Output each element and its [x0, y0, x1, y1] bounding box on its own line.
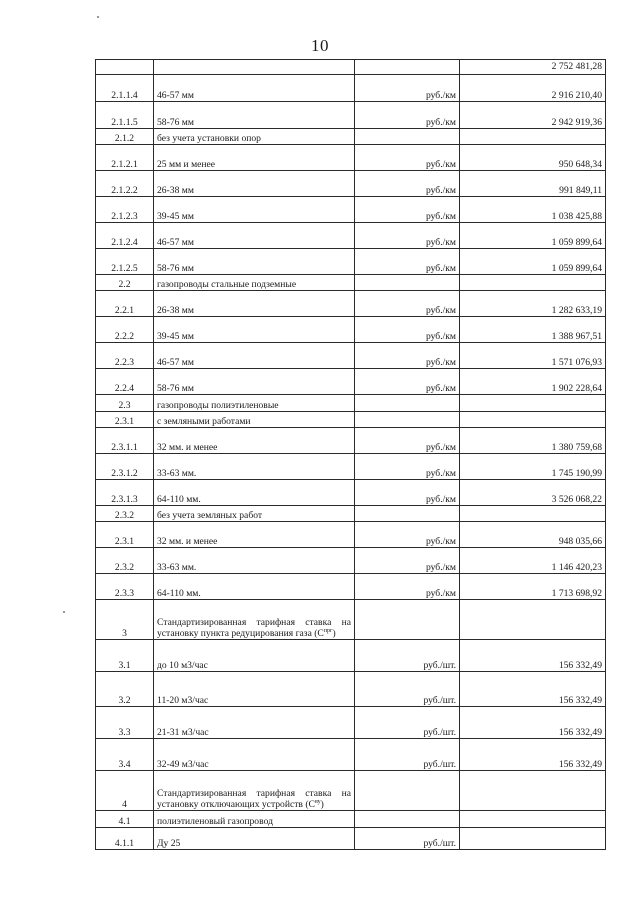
row-value: 3 526 068,22 [460, 480, 606, 506]
row-unit: руб./км [355, 145, 460, 171]
row-unit: руб./км [355, 454, 460, 480]
row-number: 4 [96, 771, 154, 811]
row-number: 2.1.2.5 [96, 249, 154, 275]
row-unit [355, 412, 460, 428]
row-unit: руб./км [355, 548, 460, 574]
row-unit: руб./шт. [355, 672, 460, 707]
row-number: 2.3.1.1 [96, 428, 154, 454]
row-unit [355, 771, 460, 811]
row-value [460, 412, 606, 428]
row-name: 26-38 мм [154, 171, 355, 197]
row-name-superscript: ву [314, 798, 321, 805]
row-value: 1 745 190,99 [460, 454, 606, 480]
row-number: 2.3.2 [96, 506, 154, 522]
table-row [96, 60, 606, 75]
row-number: 2.3.1.3 [96, 480, 154, 506]
row-number: 2.2.1 [96, 291, 154, 317]
table-row [96, 640, 606, 672]
row-value: 1 146 420,23 [460, 548, 606, 574]
row-value: 1 571 076,93 [460, 343, 606, 369]
row-name: 25 мм и менее [154, 145, 355, 171]
scan-speck [63, 611, 65, 613]
row-unit: руб./км [355, 343, 460, 369]
row-number: 2.1.2.1 [96, 145, 154, 171]
row-number: 2.1.1.5 [96, 102, 154, 129]
row-number [96, 60, 154, 75]
row-unit: руб./шт. [355, 640, 460, 672]
row-name-tail: ) [332, 628, 336, 639]
table-row [96, 102, 606, 129]
table-row [96, 506, 606, 522]
table-row [96, 249, 606, 275]
row-name: полиэтиленовый газопровод [154, 811, 355, 828]
table-row [96, 480, 606, 506]
table-row [96, 739, 606, 771]
row-unit: руб./км [355, 522, 460, 548]
row-number: 4.1 [96, 811, 154, 828]
row-unit: руб./км [355, 317, 460, 343]
row-name [154, 600, 355, 640]
row-unit [355, 275, 460, 291]
row-value: 2 752 481,28 [460, 60, 606, 75]
row-unit [355, 129, 460, 145]
row-name: 64-110 мм. [154, 480, 355, 506]
row-number: 2.2.3 [96, 343, 154, 369]
row-name: 64-110 мм. [154, 574, 355, 600]
row-unit: руб./км [355, 102, 460, 129]
row-value: 1 713 698,92 [460, 574, 606, 600]
table-row [96, 75, 606, 102]
row-number: 2.1.1.4 [96, 75, 154, 102]
row-name [154, 60, 355, 75]
row-number: 3.3 [96, 707, 154, 739]
row-name: 46-57 мм [154, 223, 355, 249]
row-number: 3.2 [96, 672, 154, 707]
row-value: 1 380 759,68 [460, 428, 606, 454]
row-value: 991 849,11 [460, 171, 606, 197]
row-value: 156 332,49 [460, 739, 606, 771]
row-unit [355, 600, 460, 640]
row-name: 58-76 мм [154, 249, 355, 275]
row-name: 32-49 м3/час [154, 739, 355, 771]
row-name: 33-63 мм. [154, 454, 355, 480]
table-row [96, 171, 606, 197]
row-name: 46-57 мм [154, 75, 355, 102]
row-value [460, 811, 606, 828]
row-number: 3.1 [96, 640, 154, 672]
table-row [96, 672, 606, 707]
row-unit: руб./км [355, 75, 460, 102]
table-row [96, 291, 606, 317]
row-number: 2.3.1 [96, 412, 154, 428]
table-row [96, 395, 606, 412]
table-row [96, 223, 606, 249]
row-value [460, 828, 606, 850]
row-unit: руб./км [355, 171, 460, 197]
row-name: 11-20 м3/час [154, 672, 355, 707]
row-name: газопроводы стальные подземные [154, 275, 355, 291]
row-value: 950 648,34 [460, 145, 606, 171]
row-name: 21-31 м3/час [154, 707, 355, 739]
row-number: 2.2.2 [96, 317, 154, 343]
row-unit: руб./км [355, 428, 460, 454]
row-value [460, 129, 606, 145]
row-unit: руб./км [355, 223, 460, 249]
row-number: 2.3.1 [96, 522, 154, 548]
row-number: 2.3.3 [96, 574, 154, 600]
row-name: без учета установки опор [154, 129, 355, 145]
row-value: 1 282 633,19 [460, 291, 606, 317]
row-value: 1 059 899,64 [460, 249, 606, 275]
tariff-table-body [96, 60, 606, 850]
row-unit [355, 60, 460, 75]
row-value: 1 388 967,51 [460, 317, 606, 343]
row-unit: руб./шт. [355, 828, 460, 850]
table-row [96, 522, 606, 548]
row-name: без учета земляных работ [154, 506, 355, 522]
row-number: 2.1.2.2 [96, 171, 154, 197]
row-number: 3.4 [96, 739, 154, 771]
row-unit: руб./км [355, 369, 460, 395]
row-unit: руб./км [355, 249, 460, 275]
row-name: 32 мм. и менее [154, 428, 355, 454]
row-name: 39-45 мм [154, 317, 355, 343]
row-unit: руб./км [355, 197, 460, 223]
row-name: до 10 м3/час [154, 640, 355, 672]
scan-speck [97, 16, 99, 18]
row-value: 1 059 899,64 [460, 223, 606, 249]
row-unit [355, 395, 460, 412]
table-row [96, 275, 606, 291]
row-name-text: Стандартизированная тарифная ставка на установку пункта редуцирования газа (С [157, 617, 351, 639]
row-value: 1 038 425,88 [460, 197, 606, 223]
row-name: 46-57 мм [154, 343, 355, 369]
row-name: 26-38 мм [154, 291, 355, 317]
table-row [96, 707, 606, 739]
table-row [96, 771, 606, 811]
row-name [154, 771, 355, 811]
table-row [96, 454, 606, 480]
row-value: 156 332,49 [460, 707, 606, 739]
row-value [460, 506, 606, 522]
row-value [460, 395, 606, 412]
row-value [460, 771, 606, 811]
row-name: 58-76 мм [154, 102, 355, 129]
row-number: 4.1.1 [96, 828, 154, 850]
row-number: 2.2 [96, 275, 154, 291]
row-number: 2.1.2.4 [96, 223, 154, 249]
tariff-table [95, 59, 606, 850]
row-unit: руб./км [355, 574, 460, 600]
row-number: 2.3.1.2 [96, 454, 154, 480]
table-row [96, 574, 606, 600]
row-number: 2.3.2 [96, 548, 154, 574]
table-row [96, 811, 606, 828]
table-row [96, 197, 606, 223]
row-name: 32 мм. и менее [154, 522, 355, 548]
row-unit [355, 811, 460, 828]
table-row [96, 428, 606, 454]
row-name: с земляными работами [154, 412, 355, 428]
row-unit: руб./км [355, 291, 460, 317]
row-value [460, 600, 606, 640]
row-name-text: Стандартизированная тарифная ставка на установку отключающих устройств (С [157, 788, 351, 810]
row-unit: руб./шт. [355, 707, 460, 739]
row-name: 58-76 мм [154, 369, 355, 395]
row-name: Ду 25 [154, 828, 355, 850]
row-number: 2.1.2.3 [96, 197, 154, 223]
row-name: газопроводы полиэтиленовые [154, 395, 355, 412]
row-value: 2 942 919,36 [460, 102, 606, 129]
row-number: 2.3 [96, 395, 154, 412]
row-unit [355, 506, 460, 522]
row-number: 2.2.4 [96, 369, 154, 395]
row-value: 1 902 228,64 [460, 369, 606, 395]
row-value: 948 035,66 [460, 522, 606, 548]
row-value [460, 275, 606, 291]
row-unit: руб./шт. [355, 739, 460, 771]
page-number: 10 [311, 36, 329, 55]
row-name-tail: ) [320, 799, 324, 810]
table-row [96, 317, 606, 343]
table-row [96, 828, 606, 850]
table-row [96, 343, 606, 369]
table-row [96, 600, 606, 640]
table-row [96, 412, 606, 428]
table-row [96, 129, 606, 145]
row-value: 2 916 210,40 [460, 75, 606, 102]
row-name: 39-45 мм [154, 197, 355, 223]
row-name-superscript: прг [323, 627, 333, 634]
row-number: 2.1.2 [96, 129, 154, 145]
table-row [96, 548, 606, 574]
row-name: 33-63 мм. [154, 548, 355, 574]
row-unit: руб./км [355, 480, 460, 506]
table-row [96, 145, 606, 171]
row-value: 156 332,49 [460, 672, 606, 707]
row-value: 156 332,49 [460, 640, 606, 672]
row-number: 3 [96, 600, 154, 640]
table-row [96, 369, 606, 395]
